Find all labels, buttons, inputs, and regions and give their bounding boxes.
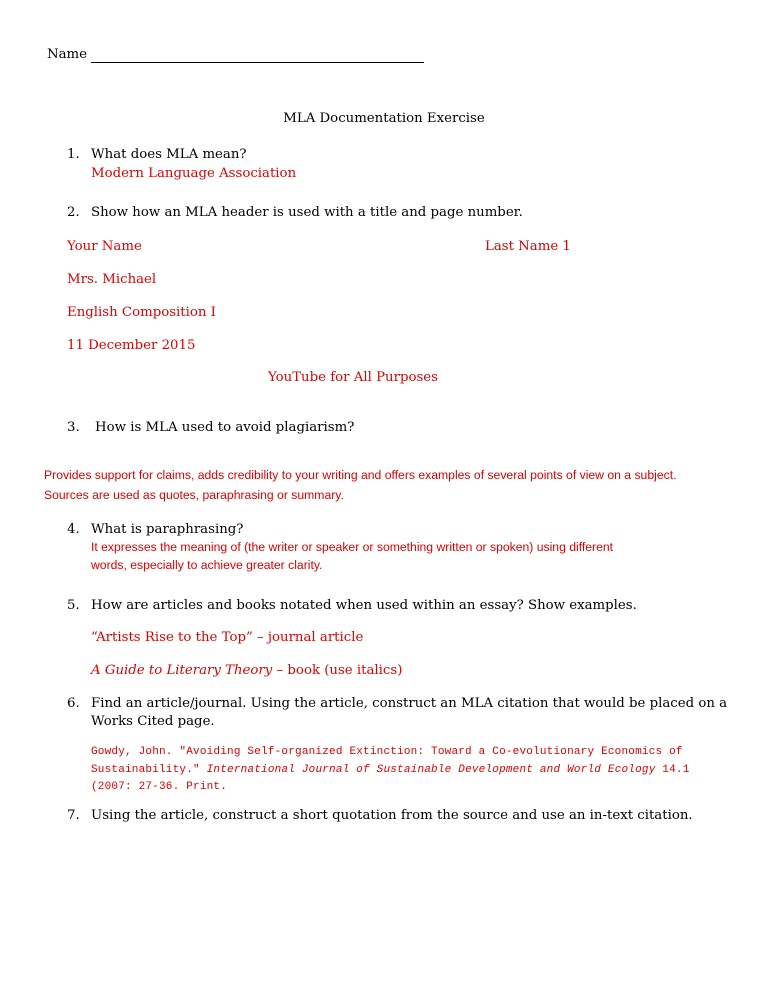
question-4-answer-line-2: words, especially to achieve greater clarity. [91, 558, 323, 572]
header-paper-title: YouTube for All Purposes [268, 370, 438, 385]
citation-journal-title: International Journal of Sustainable Development and World Ecology [206, 764, 656, 776]
question-1-answer: Modern Language Association [91, 166, 297, 181]
citation-line-3: (2007: 27-36. Print. [91, 781, 228, 793]
question-2-text: Show how an MLA header is used with a title and page number. [91, 205, 523, 220]
question-4-text: What is paraphrasing? [91, 522, 244, 537]
question-3-answer-line-1: Provides support for claims, adds credibility to your writing and offers examples of several points of view on a subject. [44, 468, 677, 482]
question-6-text-line-1: Find an article/journal. Using the article, construct an MLA citation that would be placed on a [91, 696, 728, 711]
question-5-number: 5. [67, 598, 80, 613]
question-4-answer-line-1: It expresses the meaning of (the writer or speaker or something written or spoken) using different [91, 540, 614, 554]
book-dash: – [272, 663, 288, 678]
question-6-text-line-2: Works Cited page. [91, 714, 215, 729]
book-title-italic: A Guide to Literary Theory [91, 663, 273, 678]
citation-line-2-plain: Sustainability." [91, 764, 207, 776]
name-label: Name [47, 47, 88, 62]
page-title: MLA Documentation Exercise [283, 111, 485, 126]
question-3-number: 3. [67, 420, 80, 435]
question-7-number: 7. [67, 808, 80, 823]
question-5-book-example [91, 663, 402, 678]
question-3-text: How is MLA used to avoid plagiarism? [95, 420, 355, 435]
question-3-answer-line-2: Sources are used as quotes, paraphrasing or summary. [44, 488, 344, 502]
header-instructor: Mrs. Michael [67, 272, 157, 287]
book-note: book (use italics) [287, 663, 403, 678]
question-7-text: Using the article, construct a short quotation from the source and use an in-text citation. [91, 808, 693, 823]
header-page-number: Last Name 1 [485, 239, 571, 254]
citation-line-1: Gowdy, John. "Avoiding Self-organized Extinction: Toward a Co-evolutionary Economics of [91, 746, 683, 758]
question-2-number: 2. [67, 205, 80, 220]
question-5-text: How are articles and books notated when used within an essay? Show examples. [91, 598, 637, 613]
header-date: 11 December 2015 [67, 338, 196, 353]
name-blank-line[interactable] [91, 62, 424, 63]
question-6-number: 6. [67, 696, 80, 711]
question-1-number: 1. [67, 147, 80, 162]
header-course: English Composition I [67, 305, 216, 320]
citation-line-2-end: 14.1 [655, 764, 690, 776]
header-your-name: Your Name [67, 239, 142, 254]
question-5-article-example: “Artists Rise to the Top” – journal article [91, 630, 364, 645]
citation-line-2 [91, 764, 690, 776]
question-4-number: 4. [67, 522, 80, 537]
question-1-text: What does MLA mean? [91, 147, 247, 162]
